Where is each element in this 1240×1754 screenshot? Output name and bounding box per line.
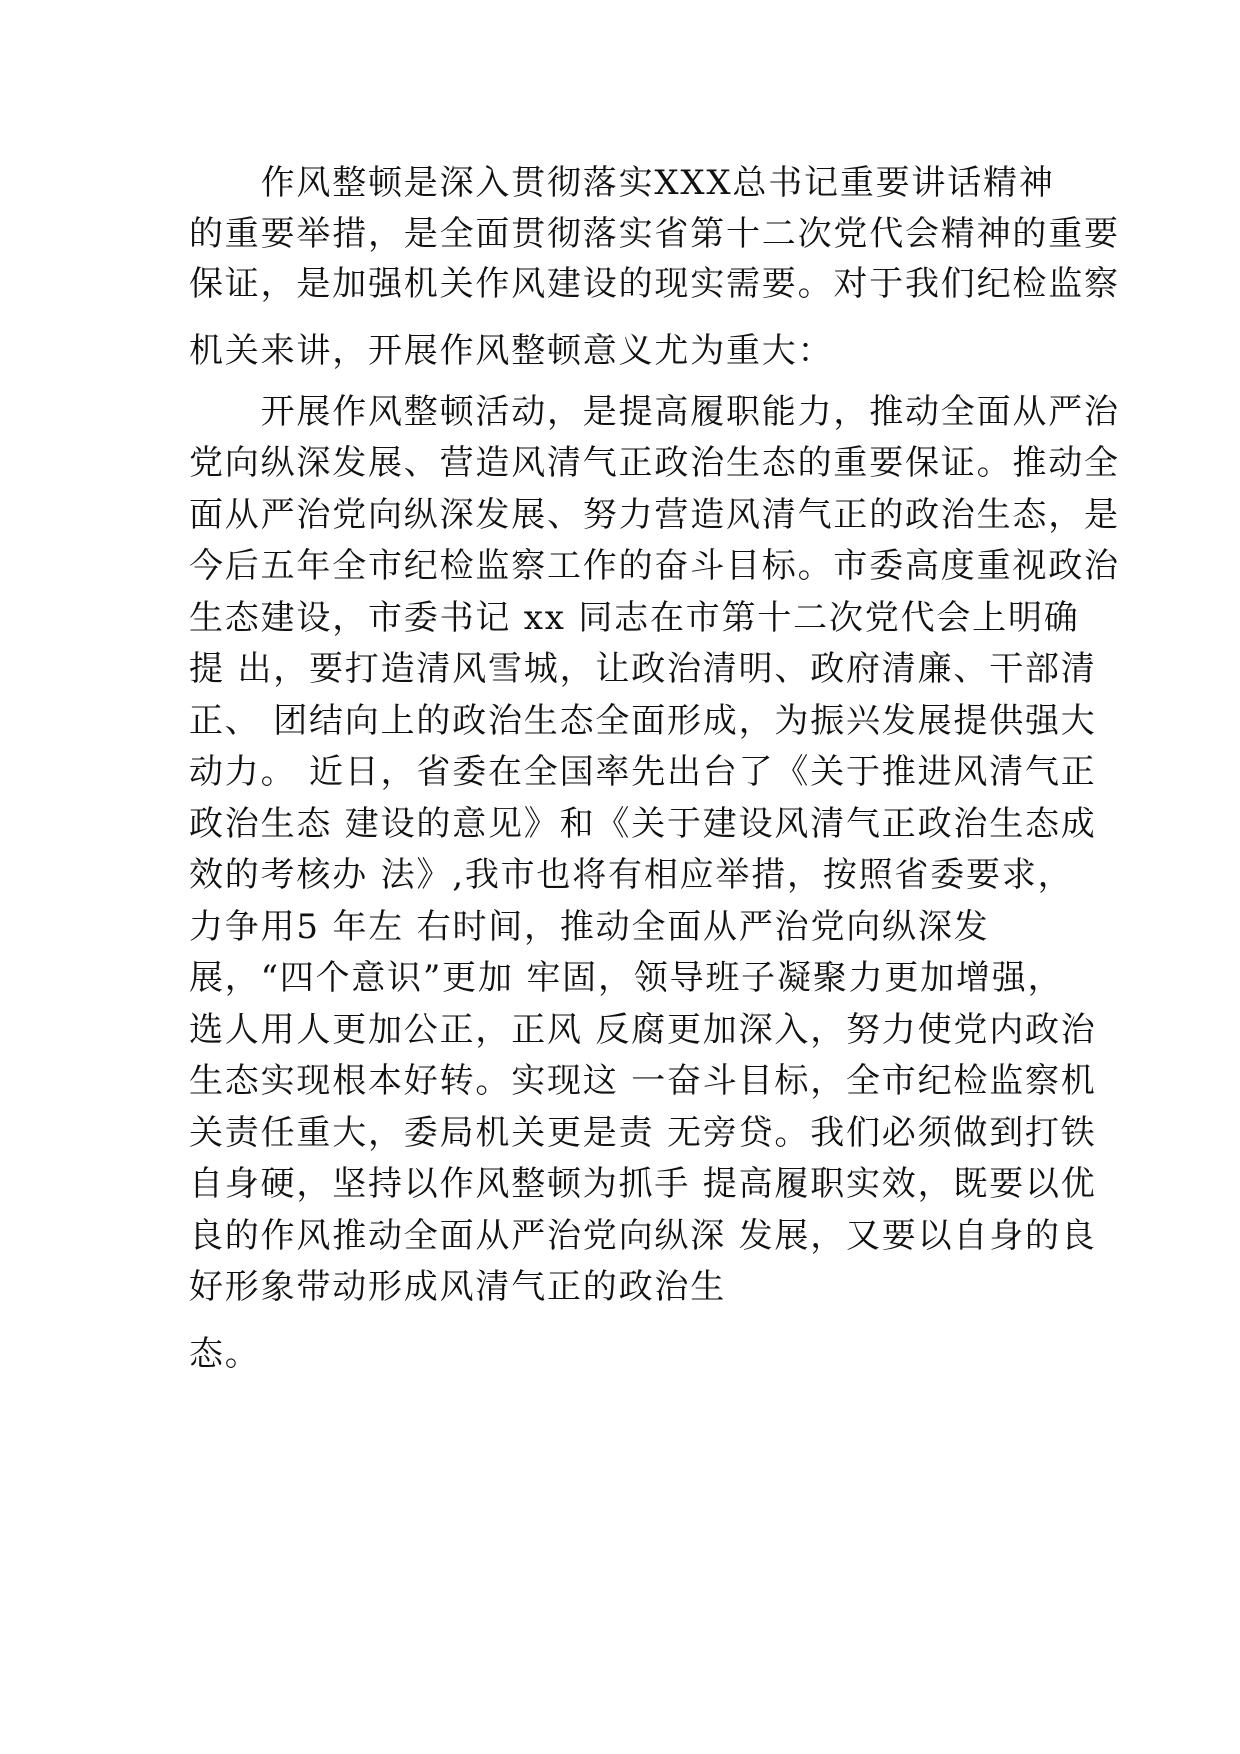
paragraph-2-line-11: 力争用5 年左 右时间，推动全面从严治党向纵深发 [189,907,990,947]
paragraph-2-line-1: 开展作风整顿活动，是提高履职能力，推动全面从严治 [189,392,1120,432]
paragraph-2-line-4: 今后五年全市纪检监察工作的奋斗目标。市委高度重视政治 [189,546,1120,586]
paragraph-2-line-8: 动力。 近日，省委在全国率先出台了《关于推进风清气正 [189,752,1097,792]
paragraph-2-line-13: 选人用人更加公正，正风 反腐更加深入，努力使党内政治 [189,1010,1097,1050]
paragraph-2-line-14: 生态实现根本好转。实现这 一奋斗目标，全市纪检监察机 [189,1061,1097,1101]
paragraph-2-line-16: 自身硬，坚持以作风整顿为抓手 提高履职实效，既要以优 [189,1164,1097,1204]
paragraph-1-line-2: 的重要举措，是全面贯彻落实省第十二次党代会精神的重要 [189,214,1120,254]
paragraph-2-line-15: 关责任重大，委局机关更是责 无旁贷。我们必须做到打铁 [189,1113,1097,1153]
paragraph-1-line-1: 作风整顿是深入贯彻落实XXX总书记重要讲话精神 [189,163,1055,203]
paragraph-2-line-7: 正、 团结向上的政治生态全面形成，为振兴发展提供强大 [189,701,1097,741]
paragraph-2-line-12: 展，“四个意识”更加 牢固，领导班子凝聚力更加增强， [189,958,1064,998]
paragraph-2-line-9: 政治生态 建设的意见》和《关于建设风清气正政治生态成 [189,804,1097,844]
paragraph-2-line-19: 态。 [189,1334,261,1374]
paragraph-1-line-3: 保证，是加强机关作风建设的现实需要。对于我们纪检监察 [189,264,1120,304]
paragraph-2-line-10: 效的考核办 法》,我市也将有相应举措，按照省委要求， [189,855,1074,895]
paragraph-2-line-18: 好形象带动形成风清气正的政治生 [189,1267,726,1307]
paragraph-1-line-4: 机关来讲，开展作风整顿意义尤为重大： [189,331,834,371]
paragraph-2-line-6: 提 出，要打造清风雪城，让政治清明、政府清廉、干部清 [189,649,1097,689]
paragraph-2-line-3: 面从严治党向纵深发展、努力营造风清气正的政治生态，是 [189,495,1120,535]
paragraph-2-line-17: 良的作风推动全面从严治党向纵深 发展，又要以自身的良 [189,1216,1097,1256]
paragraph-2-line-5: 生态建设，市委书记 xx 同志在市第十二次党代会上明确 [189,598,1080,638]
paragraph-2-line-2: 党向纵深发展、营造风清气正政治生态的重要保证。推动全 [189,443,1120,483]
